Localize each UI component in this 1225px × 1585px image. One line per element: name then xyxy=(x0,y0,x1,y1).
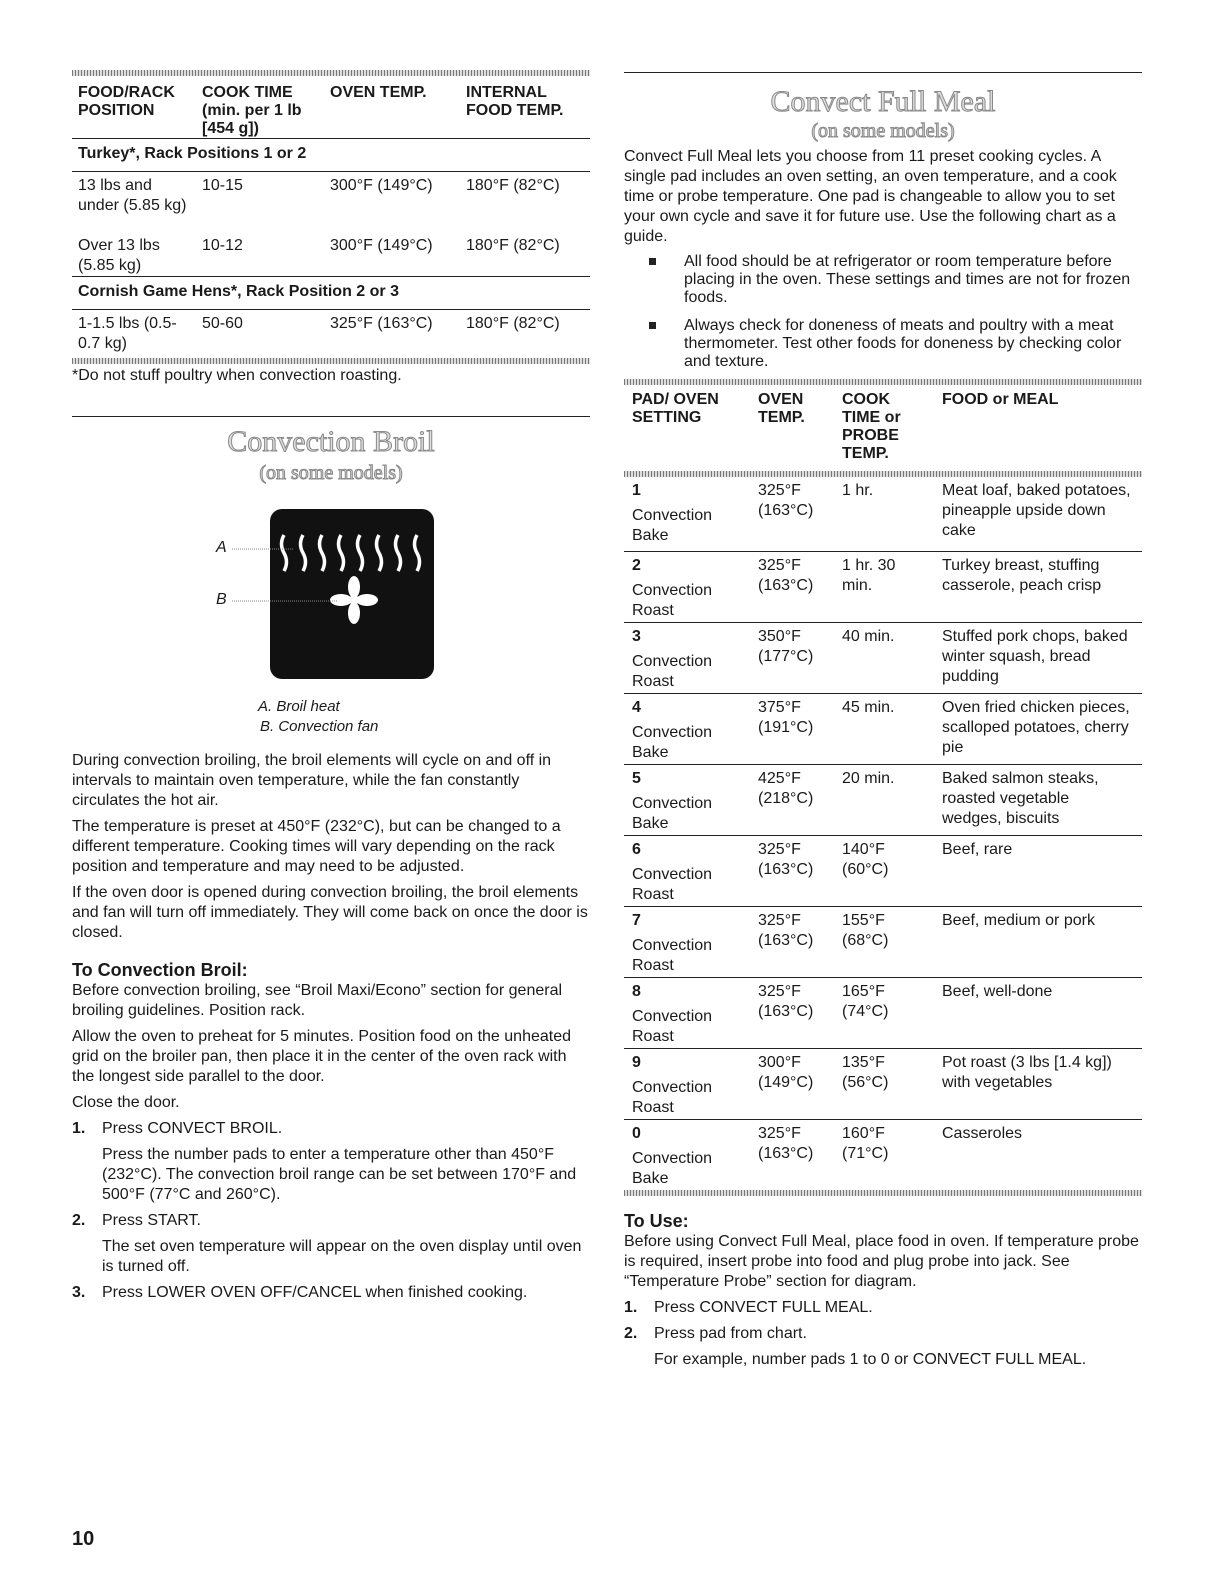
step-text: Press START. xyxy=(102,1212,201,1229)
header-oven-temp: OVEN TEMP. xyxy=(330,84,427,101)
cook-time: 45 min. xyxy=(842,699,895,716)
header-cook-time: COOK TIME or PROBE TEMP. xyxy=(842,391,901,462)
cook-time: 140°F xyxy=(842,841,885,858)
body-paragraph: Allow the oven to preheat for 5 minutes. Position food on the unheated grid on the broiler pan, then place it in the center of the oven rack with the longest side parallel to the door. xyxy=(72,1028,571,1085)
table-cell-time: 10-15 xyxy=(202,177,243,194)
footnote: *Do not stuff poultry when convection roasting. xyxy=(72,367,402,384)
oven-temp-c: (163°C) xyxy=(758,577,814,594)
broil-diagram xyxy=(72,485,590,697)
oven-temp-c: (218°C) xyxy=(758,790,814,807)
food-meal: Beef, medium or pork xyxy=(942,912,1095,929)
table-cell-time: 50-60 xyxy=(202,315,243,332)
diagram-label-b: B xyxy=(216,591,227,608)
step-number: 2. xyxy=(72,1212,86,1229)
food-meal: Baked salmon steaks, roasted vegetable wedges, biscuits xyxy=(942,770,1099,827)
oven-temp-f: 325°F xyxy=(758,557,801,574)
oven-temp-c: (163°C) xyxy=(758,502,814,519)
table-row xyxy=(624,693,1142,764)
convection-broil-subtitle: (on some models) xyxy=(259,462,403,484)
convect-full-meal-title: Convect Full Meal xyxy=(770,85,996,118)
pad-number: 8 xyxy=(632,983,641,1000)
table-row xyxy=(624,622,1142,693)
left-column xyxy=(72,0,590,1303)
convection-broil-title: Convection Broil xyxy=(227,425,435,458)
cook-time: 135°F xyxy=(842,1054,885,1071)
meal-table-header xyxy=(624,385,1142,471)
oven-temp-f: 350°F xyxy=(758,628,801,645)
oven-temp-c: (163°C) xyxy=(758,1145,814,1162)
table-cell-internal: 180°F (82°C) xyxy=(466,315,560,332)
oven-setting: Convection Bake xyxy=(632,507,713,544)
body-paragraph: Before convection broiling, see “Broil Maxi/Econo” section for general broiling guidelines. Position rack. xyxy=(72,982,563,1019)
food-meal: Beef, rare xyxy=(942,841,1013,858)
step-number: 1. xyxy=(72,1120,86,1137)
table-bottom-rule xyxy=(624,1190,1142,1196)
oven-setting: Convection Roast xyxy=(632,1008,713,1045)
table-cell-food: Over 13 lbs (5.85 kg) xyxy=(78,237,160,274)
body-paragraph: If the oven door is opened during convection broiling, the broil elements and fan will turn off immediately. They will come back on once the door is closed. xyxy=(72,884,588,941)
cook-time: 40 min. xyxy=(842,628,895,645)
table-row xyxy=(624,977,1142,1048)
convect-full-meal-subtitle: (on some models) xyxy=(811,120,955,142)
step-text: Press CONVECT FULL MEAL. xyxy=(654,1299,873,1316)
step-number: 2. xyxy=(624,1325,638,1342)
cook-time: 160°F xyxy=(842,1125,885,1142)
pad-number: 2 xyxy=(632,557,641,574)
step-text: Press pad from chart. xyxy=(654,1325,807,1342)
diagram-label-a: A xyxy=(216,539,227,556)
bullet-text: Always check for doneness of meats and poultry with a meat thermometer. Test other foods for doneness by checking color and texture. xyxy=(684,317,1122,370)
turkey-rows xyxy=(72,176,590,276)
cook-time-2: (60°C) xyxy=(842,861,889,878)
page-number: 10 xyxy=(72,1528,95,1550)
bullet-item xyxy=(624,253,1142,307)
table-row xyxy=(624,551,1142,622)
pad-number: 5 xyxy=(632,770,641,787)
intro-paragraph: Convect Full Meal lets you choose from 11 preset cooking cycles. A single pad includes an oven setting, an oven temperature, and a cook time or probe temperature. One pad is changeable to allow you to set your own cycle and save it for future use. Use the following chart as a guide. xyxy=(624,148,1117,245)
cook-time-2: (71°C) xyxy=(842,1145,889,1162)
cook-time: 1 hr. xyxy=(842,482,874,499)
header-food: FOOD or MEAL xyxy=(942,391,1059,408)
cook-time: 165°F xyxy=(842,983,885,1000)
table-row xyxy=(624,764,1142,835)
broil-steps xyxy=(72,1119,590,1303)
howto-heading: To Convection Broil: xyxy=(72,960,248,980)
table-header-rule xyxy=(624,471,1142,477)
table-row xyxy=(624,1119,1142,1190)
table-cell-internal: 180°F (82°C) xyxy=(466,177,560,194)
oven-setting: Convection Bake xyxy=(632,795,713,832)
step-detail: Press the number pads to enter a temperature other than 450°F (232°C). The convection broil range can be set between 170°F and 500°F (77°C and 260°C). xyxy=(102,1146,577,1203)
food-meal: Turkey breast, stuffing casserole, peach crisp xyxy=(942,557,1102,594)
oven-temp-c: (149°C) xyxy=(758,1074,814,1091)
pad-number: 7 xyxy=(632,912,641,929)
table-divider xyxy=(72,309,590,310)
pad-number: 1 xyxy=(632,482,641,499)
table-cell-internal: 180°F (82°C) xyxy=(466,237,560,254)
cook-time: 155°F xyxy=(842,912,885,929)
table-bottom-rule xyxy=(72,358,590,364)
section-rule xyxy=(72,416,590,417)
cook-time: 20 min. xyxy=(842,770,895,787)
oven-temp-f: 325°F xyxy=(758,983,801,1000)
step-item xyxy=(624,1324,1142,1370)
bullet-item xyxy=(624,317,1142,371)
hens-rows xyxy=(72,314,590,358)
oven-setting: Convection Bake xyxy=(632,1150,713,1187)
header-cook-time: COOK TIME (min. per 1 lb [454 g]) xyxy=(202,84,302,137)
oven-setting: Convection Bake xyxy=(632,724,713,761)
bullet-square-icon xyxy=(649,322,656,329)
oven-temp-f: 325°F xyxy=(758,482,801,499)
header-food: FOOD/RACK POSITION xyxy=(78,84,175,119)
cook-time-2: min. xyxy=(842,577,873,594)
oven-temp-c: (177°C) xyxy=(758,648,814,665)
bullet-square-icon xyxy=(649,258,656,265)
oven-temp-c: (163°C) xyxy=(758,932,814,949)
table-cell-food: 13 lbs and under (5.85 kg) xyxy=(78,177,187,214)
diagram-captions xyxy=(72,697,590,737)
pad-number: 9 xyxy=(632,1054,641,1071)
oven-temp-c: (163°C) xyxy=(758,1003,814,1020)
turkey-section-title: Turkey*, Rack Positions 1 or 2 xyxy=(78,145,307,162)
table-divider xyxy=(72,171,590,172)
oven-setting: Convection Roast xyxy=(632,937,713,974)
cook-time-2: (56°C) xyxy=(842,1074,889,1091)
step-detail: The set oven temperature will appear on the oven display until oven is turned off. xyxy=(102,1238,582,1275)
pad-number: 4 xyxy=(632,699,641,716)
step-item xyxy=(72,1119,590,1205)
meal-steps xyxy=(624,1298,1142,1370)
pad-number: 6 xyxy=(632,841,641,858)
table-row xyxy=(624,835,1142,906)
table-row xyxy=(624,906,1142,977)
step-number: 3. xyxy=(72,1284,86,1301)
oven-setting: Convection Roast xyxy=(632,866,713,903)
touse-heading: To Use: xyxy=(624,1211,689,1231)
hens-section-title: Cornish Game Hens*, Rack Position 2 or 3 xyxy=(78,283,399,300)
oven-temp-f: 425°F xyxy=(758,770,801,787)
header-internal-temp: INTERNAL FOOD TEMP. xyxy=(466,84,564,119)
table-cell-oven: 325°F (163°C) xyxy=(330,315,433,332)
oven-temp-f: 325°F xyxy=(758,841,801,858)
table-cell-oven: 300°F (149°C) xyxy=(330,237,433,254)
oven-setting: Convection Roast xyxy=(632,653,713,690)
pad-number: 3 xyxy=(632,628,641,645)
table-row xyxy=(624,481,1142,551)
step-item xyxy=(72,1283,590,1303)
table-cell-oven: 300°F (149°C) xyxy=(330,177,433,194)
food-meal: Stuffed pork chops, baked winter squash, bread pudding xyxy=(942,628,1128,685)
pad-number: 0 xyxy=(632,1125,641,1142)
oven-temp-f: 300°F xyxy=(758,1054,801,1071)
cook-time-2: (74°C) xyxy=(842,1003,889,1020)
table-row xyxy=(624,1048,1142,1119)
oven-diagram-svg xyxy=(72,485,590,697)
caption-b: B. Convection fan xyxy=(260,718,379,735)
step-text: Press LOWER OVEN OFF/CANCEL when finished cooking. xyxy=(102,1284,528,1301)
oven-temp-f: 325°F xyxy=(758,912,801,929)
food-meal: Casseroles xyxy=(942,1125,1023,1142)
poultry-table-header xyxy=(72,76,590,138)
food-meal: Pot roast (3 lbs [1.4 kg]) with vegetables xyxy=(942,1054,1112,1091)
oven-temp-f: 375°F xyxy=(758,699,801,716)
food-meal: Beef, well-done xyxy=(942,983,1053,1000)
right-column xyxy=(624,0,1142,1370)
header-oven-temp: OVEN TEMP. xyxy=(758,391,805,426)
step-text: Press CONVECT BROIL. xyxy=(102,1120,283,1137)
step-detail: For example, number pads 1 to 0 or CONVECT FULL MEAL. xyxy=(654,1351,1087,1368)
oven-setting: Convection Roast xyxy=(632,1079,713,1116)
oven-temp-c: (191°C) xyxy=(758,719,814,736)
food-meal: Meat loaf, baked potatoes, pineapple upside down cake xyxy=(942,482,1131,539)
header-pad: PAD/ OVEN SETTING xyxy=(632,391,719,426)
body-paragraph: The temperature is preset at 450°F (232°C), but can be changed to a different temperature. Cooking times will vary depending on the rack position and temperature and may need to be adjusted. xyxy=(72,818,561,875)
oven-temp-f: 325°F xyxy=(758,1125,801,1142)
meal-table-body xyxy=(624,481,1142,1190)
body-paragraph: Close the door. xyxy=(72,1094,180,1111)
oven-setting: Convection Roast xyxy=(632,582,713,619)
body-paragraph: Before using Convect Full Meal, place food in oven. If temperature probe is required, insert probe into food and plug probe into jack. See “Temperature Probe” section for diagram. xyxy=(624,1233,1139,1290)
bullet-text: All food should be at refrigerator or room temperature before placing in the oven. These settings and times are not for frozen foods. xyxy=(684,253,1131,306)
section-rule xyxy=(624,72,1142,73)
step-number: 1. xyxy=(624,1299,638,1316)
food-meal: Oven fried chicken pieces, scalloped potatoes, cherry pie xyxy=(942,699,1130,756)
body-paragraph: During convection broiling, the broil elements will cycle on and off in intervals to maintain oven temperature, while the fan constantly circulates the hot air. xyxy=(72,752,552,809)
cook-time-2: (68°C) xyxy=(842,932,889,949)
cook-time: 1 hr. 30 xyxy=(842,557,896,574)
table-cell-food: 1-1.5 lbs (0.5-0.7 kg) xyxy=(78,315,177,352)
caption-a: A. Broil heat xyxy=(258,698,340,715)
oven-temp-c: (163°C) xyxy=(758,861,814,878)
table-cell-time: 10-12 xyxy=(202,237,243,254)
step-item xyxy=(624,1298,1142,1318)
step-item xyxy=(72,1211,590,1277)
